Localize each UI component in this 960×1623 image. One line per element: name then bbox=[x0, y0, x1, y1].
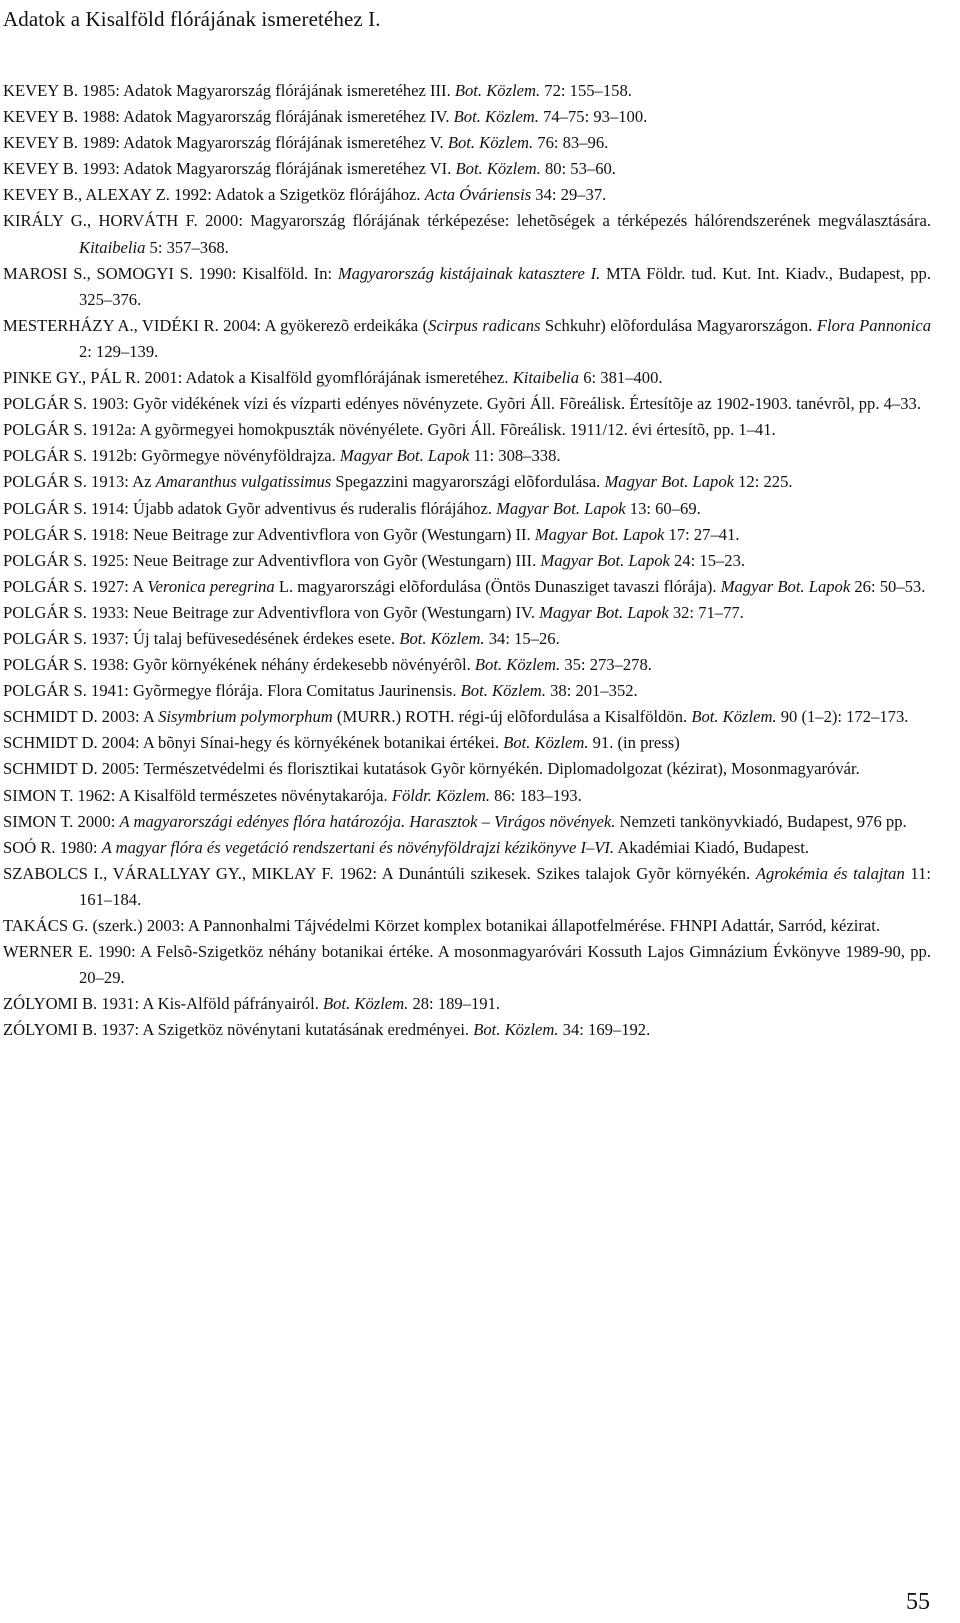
reference-text-run: Magyar Bot. Lapok bbox=[604, 472, 734, 492]
reference-text-run: 13: 60–69. bbox=[625, 498, 701, 518]
reference-text-run: Magyar Bot. Lapok bbox=[720, 576, 851, 596]
reference-text-run: KEVEY B. 1993: Adatok Magyarország flórájának ismeretéhez VI. bbox=[3, 159, 456, 179]
reference-text-run: Scirpus radicans bbox=[428, 315, 541, 335]
reference-text-run: 72: 155–158. bbox=[540, 81, 632, 100]
reference-text-run: ZÓLYOMI B. 1931: A Kis-Alföld páfrányairól. bbox=[3, 994, 324, 1014]
reference-text-run: 35: 273–278. bbox=[560, 655, 652, 675]
reference-entry bbox=[3, 783, 931, 809]
reference-text-run: KEVEY B. 1989: Adatok Magyarország flórájának ismeretéhez V. bbox=[3, 133, 448, 153]
reference-text-run: Flora Pannonica bbox=[816, 315, 931, 335]
reference-text-run: Földr. Közlem. bbox=[391, 785, 490, 805]
reference-entry bbox=[3, 365, 931, 391]
reference-text-run: TAKÁCS G. (szerk.) 2003: A Pannonhalmi Tájvédelmi Körzet komplex botanikai állapotfelmérése. FHNPI Adattár, Sarród, kézirat. bbox=[3, 916, 880, 935]
reference-text-run: MESTERHÁZY A., VIDÉKI R. 2004: A gyökerezõ erdeikáka ( bbox=[3, 315, 429, 335]
reference-entry bbox=[3, 469, 931, 495]
reference-text-run: POLGÁR S. 1941: Gyõrmegye flórája. Flora Comitatus Jaurinensis. bbox=[3, 681, 461, 701]
reference-text-run: Magyar Bot. Lapok bbox=[496, 498, 626, 518]
reference-text-run: Bot. Közlem. bbox=[323, 994, 409, 1014]
reference-entry bbox=[3, 104, 931, 130]
page-number: 55 bbox=[906, 1589, 930, 1615]
reference-text-run: SIMON T. 1962: A Kisalföld természetes növénytakarója. bbox=[3, 785, 392, 805]
reference-text-run: 2: 129–139. bbox=[79, 341, 159, 361]
reference-text-run: MAROSI S., SOMOGYI S. 1990: Kisalföld. In: bbox=[3, 263, 338, 283]
reference-text-run: 6: 381–400. bbox=[579, 368, 663, 388]
reference-text-run: SCHMIDT D. 2004: A bõnyi Sínai-hegy és környékének botanikai értékei. bbox=[3, 733, 504, 753]
reference-text-run: 28: 189–191. bbox=[408, 994, 501, 1014]
reference-text-run: 38: 201–352. bbox=[545, 681, 638, 701]
reference-text-run: POLGÁR S. 1912b: Gyõrmegye növényföldrajza. bbox=[3, 446, 340, 466]
reference-text-run: Magyar Bot. Lapok bbox=[339, 446, 470, 466]
reference-text-run: KEVEY B. 1985: Adatok Magyarország flórájának ismeretéhez III. bbox=[3, 81, 455, 100]
reference-text-run: MTA Földr. tud. Kut. Int. Kiadv., Budapest, pp. 325–376. bbox=[79, 263, 931, 309]
reference-text-run: 24: 15–23. bbox=[669, 550, 746, 570]
reference-text-run: SCHMIDT D. 2003: A bbox=[3, 707, 159, 727]
reference-entry bbox=[3, 809, 931, 835]
reference-text-run: 34: 29–37. bbox=[531, 185, 607, 205]
reference-entry bbox=[3, 835, 931, 861]
reference-text-run: KIRÁLY G., HORVÁTH F. 2000: Magyarország flórájának térképezése: lehetõségek a térképezés hálórendszerének megválasztására. bbox=[3, 211, 931, 231]
reference-entry bbox=[3, 652, 931, 678]
reference-entry bbox=[3, 861, 931, 913]
reference-text-run: Bot. Közlem. bbox=[455, 159, 541, 179]
reference-text-run: POLGÁR S. 1903: Gyõr vidékének vízi és vízparti edényes növényzete. Gyõri Áll. Fõreálisk. Értesítõje az 1902-1903. tanévrõl, pp. 4–33. bbox=[3, 394, 921, 414]
reference-text-run: Magyar Bot. Lapok bbox=[540, 550, 670, 570]
reference-text-run: Bot. Közlem. bbox=[453, 107, 539, 127]
reference-text-run: Magyar Bot. Lapok bbox=[534, 524, 665, 544]
reference-text-run: SIMON T. 2000: bbox=[3, 811, 120, 831]
reference-text-run: POLGÁR S. 1937: Új talaj befüvesedésének érdekes esete. bbox=[3, 628, 400, 648]
reference-text-run: SZABOLCS I., VÁRALLYAY GY., MIKLAY F. 1962: A Dunántúli szikesek. Szikes talajok Gyõr környékén. bbox=[3, 863, 756, 883]
reference-text-run: POLGÁR S. 1918: Neue Beitrage zur Adventivflora von Gyõr (Westungarn) II. bbox=[3, 524, 535, 544]
reference-text-run: 90 (1–2): 172–173. bbox=[776, 707, 909, 727]
reference-text-run: A magyar flóra és vegetáció rendszertani és növényföldrajzi kézikönyve I–VI. bbox=[101, 837, 615, 857]
reference-text-run: 11: 161–184. bbox=[79, 863, 931, 909]
reference-entry bbox=[3, 730, 931, 756]
reference-text-run: 32: 71–77. bbox=[668, 602, 744, 622]
reference-text-run: 76: 83–96. bbox=[533, 133, 609, 153]
reference-text-run: Bot. Közlem. bbox=[474, 655, 561, 675]
reference-entry bbox=[3, 443, 931, 469]
reference-text-run: Bot. Közlem. bbox=[399, 628, 485, 648]
reference-text-run: 11: 308–338. bbox=[469, 446, 561, 466]
reference-entry bbox=[3, 182, 931, 208]
reference-entry bbox=[3, 496, 931, 522]
reference-entry bbox=[3, 130, 931, 156]
reference-text-run: POLGÁR S. 1913: Az bbox=[3, 472, 156, 492]
reference-text-run: Agrokémia és talajtan bbox=[755, 863, 905, 883]
reference-text-run: 5: 357–368. bbox=[145, 237, 229, 257]
reference-entry bbox=[3, 522, 931, 548]
reference-text-run: Nemzeti tankönyvkiadó, Budapest, 976 pp. bbox=[615, 811, 907, 831]
reference-text-run: 34: 169–192. bbox=[558, 1020, 651, 1040]
reference-list bbox=[3, 78, 931, 1043]
reference-text-run: POLGÁR S. 1925: Neue Beitrage zur Adventivflora von Gyõr (Westungarn) III. bbox=[3, 550, 541, 570]
reference-entry bbox=[3, 1017, 931, 1043]
reference-text-run: Sisymbrium polymorphum bbox=[158, 707, 333, 727]
reference-entry bbox=[3, 261, 931, 313]
reference-text-run: Bot. Közlem. bbox=[454, 81, 541, 100]
reference-text-run: Magyar Bot. Lapok bbox=[539, 602, 669, 622]
reference-text-run: POLGÁR S. 1933: Neue Beitrage zur Adventivflora von Gyõr (Westungarn) IV. bbox=[3, 602, 540, 622]
reference-text-run: 26: 50–53. bbox=[850, 576, 926, 596]
reference-text-run: 12: 225. bbox=[733, 472, 793, 492]
reference-text-run: ZÓLYOMI B. 1937: A Szigetköz növénytani kutatásának eredményei. bbox=[3, 1020, 474, 1040]
reference-text-run: 34: 15–26. bbox=[484, 628, 560, 648]
reference-text-run: Schkuhr) elõfordulása Magyarországon. bbox=[540, 315, 817, 335]
reference-entry bbox=[3, 548, 931, 574]
reference-text-run: Kitaibelia bbox=[512, 368, 580, 388]
reference-text-run: Acta Óváriensis bbox=[424, 185, 532, 205]
reference-text-run: POLGÁR S. 1927: A bbox=[3, 576, 148, 596]
reference-text-run: Bot. Közlem. bbox=[460, 681, 546, 701]
reference-text-run: SCHMIDT D. 2005: Természetvédelmi és florisztikai kutatások Gyõr környékén. Diplomadolgozat (kézirat), Mosonmagyaróvár. bbox=[3, 759, 860, 779]
reference-text-run: 17: 27–41. bbox=[664, 524, 740, 544]
reference-entry bbox=[3, 78, 931, 104]
reference-entry bbox=[3, 313, 931, 365]
reference-entry bbox=[3, 704, 931, 730]
reference-entry bbox=[3, 626, 931, 652]
reference-text-run: 74–75: 93–100. bbox=[538, 107, 648, 127]
reference-text-run: Akadémiai Kiadó, Budapest. bbox=[614, 837, 810, 857]
reference-entry bbox=[3, 391, 931, 417]
reference-text-run: KEVEY B., ALEXAY Z. 1992: Adatok a Szigetköz flórájához. bbox=[3, 185, 425, 205]
reference-entry bbox=[3, 678, 931, 704]
reference-entry bbox=[3, 417, 931, 443]
reference-text-run: Kitaibelia bbox=[79, 237, 146, 257]
reference-text-run: Bot. Közlem. bbox=[503, 733, 589, 753]
reference-text-run: Amaranthus vulgatissimus bbox=[155, 472, 332, 492]
reference-entry bbox=[3, 600, 931, 626]
reference-text-run: Bot. Közlem. bbox=[691, 707, 777, 727]
reference-text-run: KEVEY B. 1988: Adatok Magyarország flórájának ismeretéhez IV. bbox=[3, 107, 454, 127]
reference-entry bbox=[3, 208, 931, 260]
reference-text-run: (MURR.) ROTH. régi-új elõfordulása a Kisalföldön. bbox=[332, 707, 692, 727]
reference-entry bbox=[3, 156, 931, 182]
reference-text-run: 86: 183–193. bbox=[490, 785, 582, 805]
reference-text-run: POLGÁR S. 1912a: A gyõrmegyei homokpuszták növényélete. Gyõri Áll. Fõreálisk. 1911/12. évi értesítõ, pp. 1–41. bbox=[3, 420, 776, 440]
reference-text-run: SOÓ R. 1980: bbox=[3, 837, 102, 857]
reference-text-run: Magyarország kistájainak katasztere I. bbox=[337, 263, 601, 283]
reference-entry bbox=[3, 913, 931, 939]
reference-text-run: Spegazzini magyarországi elõfordulása. bbox=[331, 472, 605, 492]
reference-text-run: Bot. Közlem. bbox=[473, 1020, 559, 1040]
reference-text-run: Bot. Közlem. bbox=[447, 133, 534, 153]
reference-entry bbox=[3, 991, 931, 1017]
reference-text-run: A magyarországi edényes flóra határozója. Harasztok – Virágos növények. bbox=[119, 811, 616, 831]
reference-text-run: PINKE GY., PÁL R. 2001: Adatok a Kisalföld gyomflórájának ismeretéhez. bbox=[3, 368, 513, 388]
reference-entry bbox=[3, 756, 931, 782]
reference-entry bbox=[3, 939, 931, 991]
reference-text-run: POLGÁR S. 1914: Újabb adatok Gyõr adventivus és ruderalis flórájához. bbox=[3, 498, 497, 518]
reference-text-run: 80: 53–60. bbox=[540, 159, 616, 179]
reference-text-run: 91. (in press) bbox=[588, 733, 680, 753]
reference-text-run: Veronica peregrina bbox=[147, 576, 275, 596]
page-title: Adatok a Kisalföld flórájának ismeretéhez I. bbox=[3, 7, 381, 31]
reference-text-run: WERNER E. 1990: A Felsõ-Szigetköz néhány botanikai értéke. A mosonmagyaróvári Kossuth Lajos Gimnázium Évkönyve 1989-90, pp. 20–29. bbox=[3, 942, 931, 988]
reference-text-run: L. magyarországi elõfordulása (Öntös Dunasziget tavaszi flórája). bbox=[274, 576, 721, 596]
reference-text-run: POLGÁR S. 1938: Gyõr környékének néhány érdekesebb növényérõl. bbox=[3, 655, 475, 675]
reference-entry bbox=[3, 574, 931, 600]
